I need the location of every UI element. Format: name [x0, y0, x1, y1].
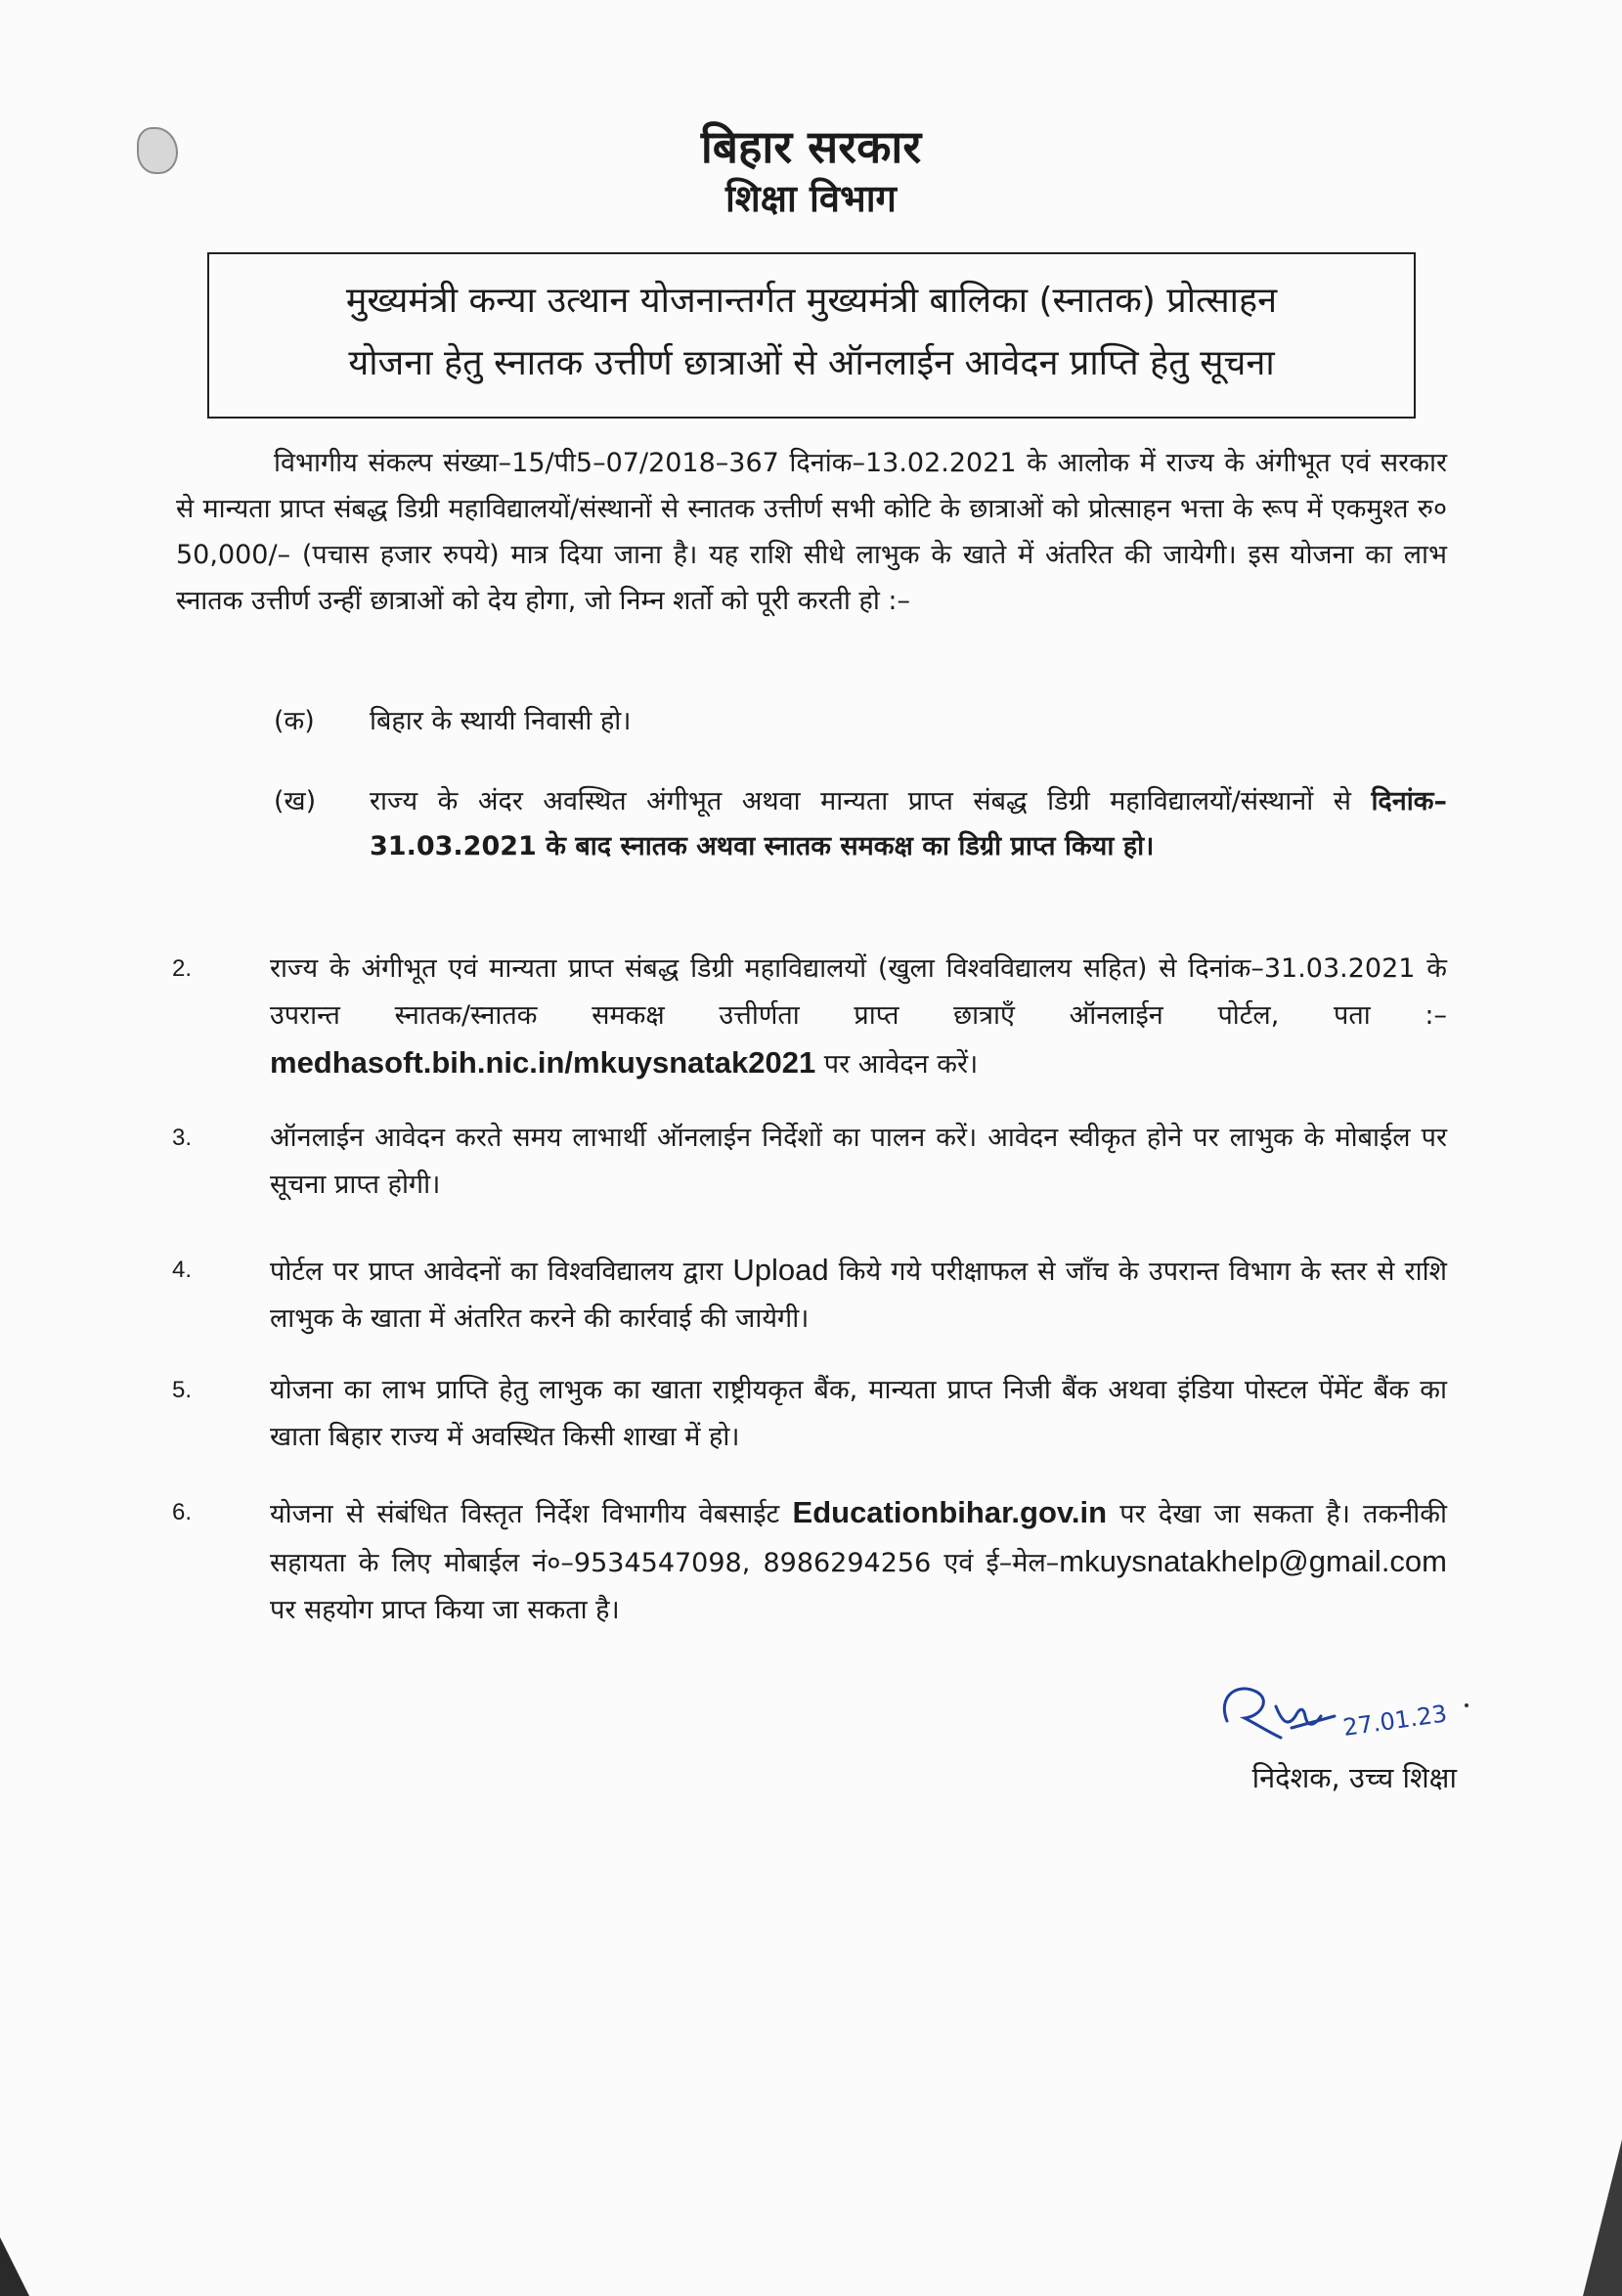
- notice-title-box: [207, 252, 1416, 419]
- scan-edge-bottom-left: [0, 2237, 29, 2296]
- condition-marker: (क): [274, 706, 315, 736]
- notice-title-line-1: मुख्यमंत्री कन्या उत्थान योजनान्तर्गत मुख्यमंत्री बालिका (स्नातक) प्रोत्साहन: [345, 281, 1278, 321]
- item-text-middle: पर देखा जा सकता है। तकनीकी सहायता के लिए मोबाईल नं०–9534547098, 8986294256 एवं ई–मेल–: [270, 1499, 1447, 1578]
- item-number: 4.: [172, 1257, 193, 1283]
- condition-marker: (ख): [274, 786, 317, 817]
- item-number: 2.: [172, 955, 193, 982]
- item-text-block: [270, 1247, 1447, 1343]
- item-number: 6.: [172, 1499, 193, 1525]
- item-text: राज्य के अंगीभूत एवं मान्यता प्राप्त संबद्ध डिग्री महाविद्यालयों (खुला विश्वविद्यालय सहित) से दिनांक–31.03.2021 के उपरान्त स्नातक/स्नातक समकक्ष उत्तीर्णता प्राप्त छात्राएँ ऑनलाईन पोर्टल, पता :–: [270, 953, 1447, 1031]
- item-text: पोर्टल पर प्राप्त आवेदनों का विश्वविद्यालय द्वारा: [270, 1257, 733, 1287]
- government-heading: बिहार सरकार: [700, 120, 922, 173]
- item-4: [172, 1247, 1447, 1343]
- item-5: [172, 1367, 1447, 1461]
- item-3: [172, 1115, 1447, 1209]
- upload-word: Upload: [732, 1253, 829, 1287]
- item-2: [172, 946, 1447, 1088]
- notice-title-line-2: योजना हेतु स्नातक उत्तीर्ण छात्राओं से ऑनलाईन आवेदन प्राप्ति हेतु सूचना: [348, 343, 1275, 383]
- item-text-block: [270, 946, 1447, 1088]
- scan-edge-bottom-right: [1583, 2140, 1622, 2296]
- item-text: योजना का लाभ प्राप्ति हेतु लाभुक का खाता राष्ट्रीयकृत बैंक, मान्यता प्राप्त निजी बैंक अथवा इंडिया पोस्टल पेंमेंट बैंक का खाता बिहार राज्य में अवस्थित किसी शाखा में हो।: [270, 1375, 1447, 1452]
- portal-link[interactable]: medhasoft.bih.nic.in/mkuysnatak2021: [270, 1045, 816, 1080]
- stray-ink-dot: [1465, 1703, 1469, 1707]
- condition-kha: [274, 779, 1447, 869]
- intro-paragraph: विभागीय संकल्प संख्या–15/पी5–07/2018–367 दिनांक–13.02.2021 के आलोक में राज्य के अंगीभूत एवं सरकार से मान्यता प्राप्त संबद्ध डिग्री महाविद्यालयों/संस्थानों से स्नातक उत्तीर्ण सभी कोटि के छात्राओं को प्रोत्साहन भत्ता के रूप में एकमुश्त रु० 50,000/– (पचास हजार रुपये) मात्र दिया जाना है। यह राशि सीधे लाभुक के खाते में अंतरित की जायेगी। इस योजना का लाभ स्नातक उत्तीर्ण उन्हीं छात्राओं को देय होगा, जो निम्न शर्तो को पूरी करती हो :–: [176, 448, 1447, 616]
- email-link[interactable]: mkuysnatakhelp@gmail.com: [1059, 1544, 1447, 1578]
- item-text-after: किये गये परीक्षाफल से जाँच के उपरान्त विभाग के स्तर से राशि लाभुक के खाता में अंतरित करने की कार्रवाई की जायेगी।: [270, 1257, 1447, 1334]
- item-6: [172, 1489, 1447, 1634]
- signatory-designation: निदेशक, उच्च शिक्षा: [1251, 1761, 1457, 1794]
- condition-text: राज्य के अंदर अवस्थित अंगीभूत अथवा मान्यता प्राप्त संबद्ध डिग्री महाविद्यालयों/संस्थानों से: [370, 786, 1372, 817]
- signature-date: 27.01.23: [1340, 1700, 1449, 1742]
- condition-text: बिहार के स्थायी निवासी हो।: [370, 706, 632, 736]
- website-link[interactable]: Educationbihar.gov.in: [792, 1495, 1108, 1529]
- item-text: ऑनलाईन आवेदन करते समय लाभार्थी ऑनलाईन निर्देशों का पालन करें। आवेदन स्वीकृत होने पर लाभुक के मोबाईल पर सूचना प्राप्त होगी।: [270, 1123, 1447, 1200]
- item-number: 5.: [172, 1377, 193, 1403]
- condition-ka: [274, 699, 1447, 744]
- handwritten-signature: [1198, 1667, 1452, 1760]
- condition-date-emphasis: दिनांक–31.03.2021 के बाद स्नातक अथवा स्नातक समकक्ष का डिग्री प्राप्त किया हो।: [370, 786, 1447, 861]
- item-text-after: पर आवेदन करें।: [815, 1049, 979, 1080]
- item-text: योजना से संबंधित विस्तृत निर्देश विभागीय वेबसाईट: [270, 1499, 793, 1529]
- item-text-after: पर सहयोग प्राप्त किया जा सकता है।: [270, 1595, 620, 1625]
- condition-text-block: [370, 779, 1447, 869]
- item-number: 3.: [172, 1125, 193, 1151]
- department-heading: शिक्षा विभाग: [725, 176, 897, 220]
- item-text-block: [270, 1489, 1447, 1634]
